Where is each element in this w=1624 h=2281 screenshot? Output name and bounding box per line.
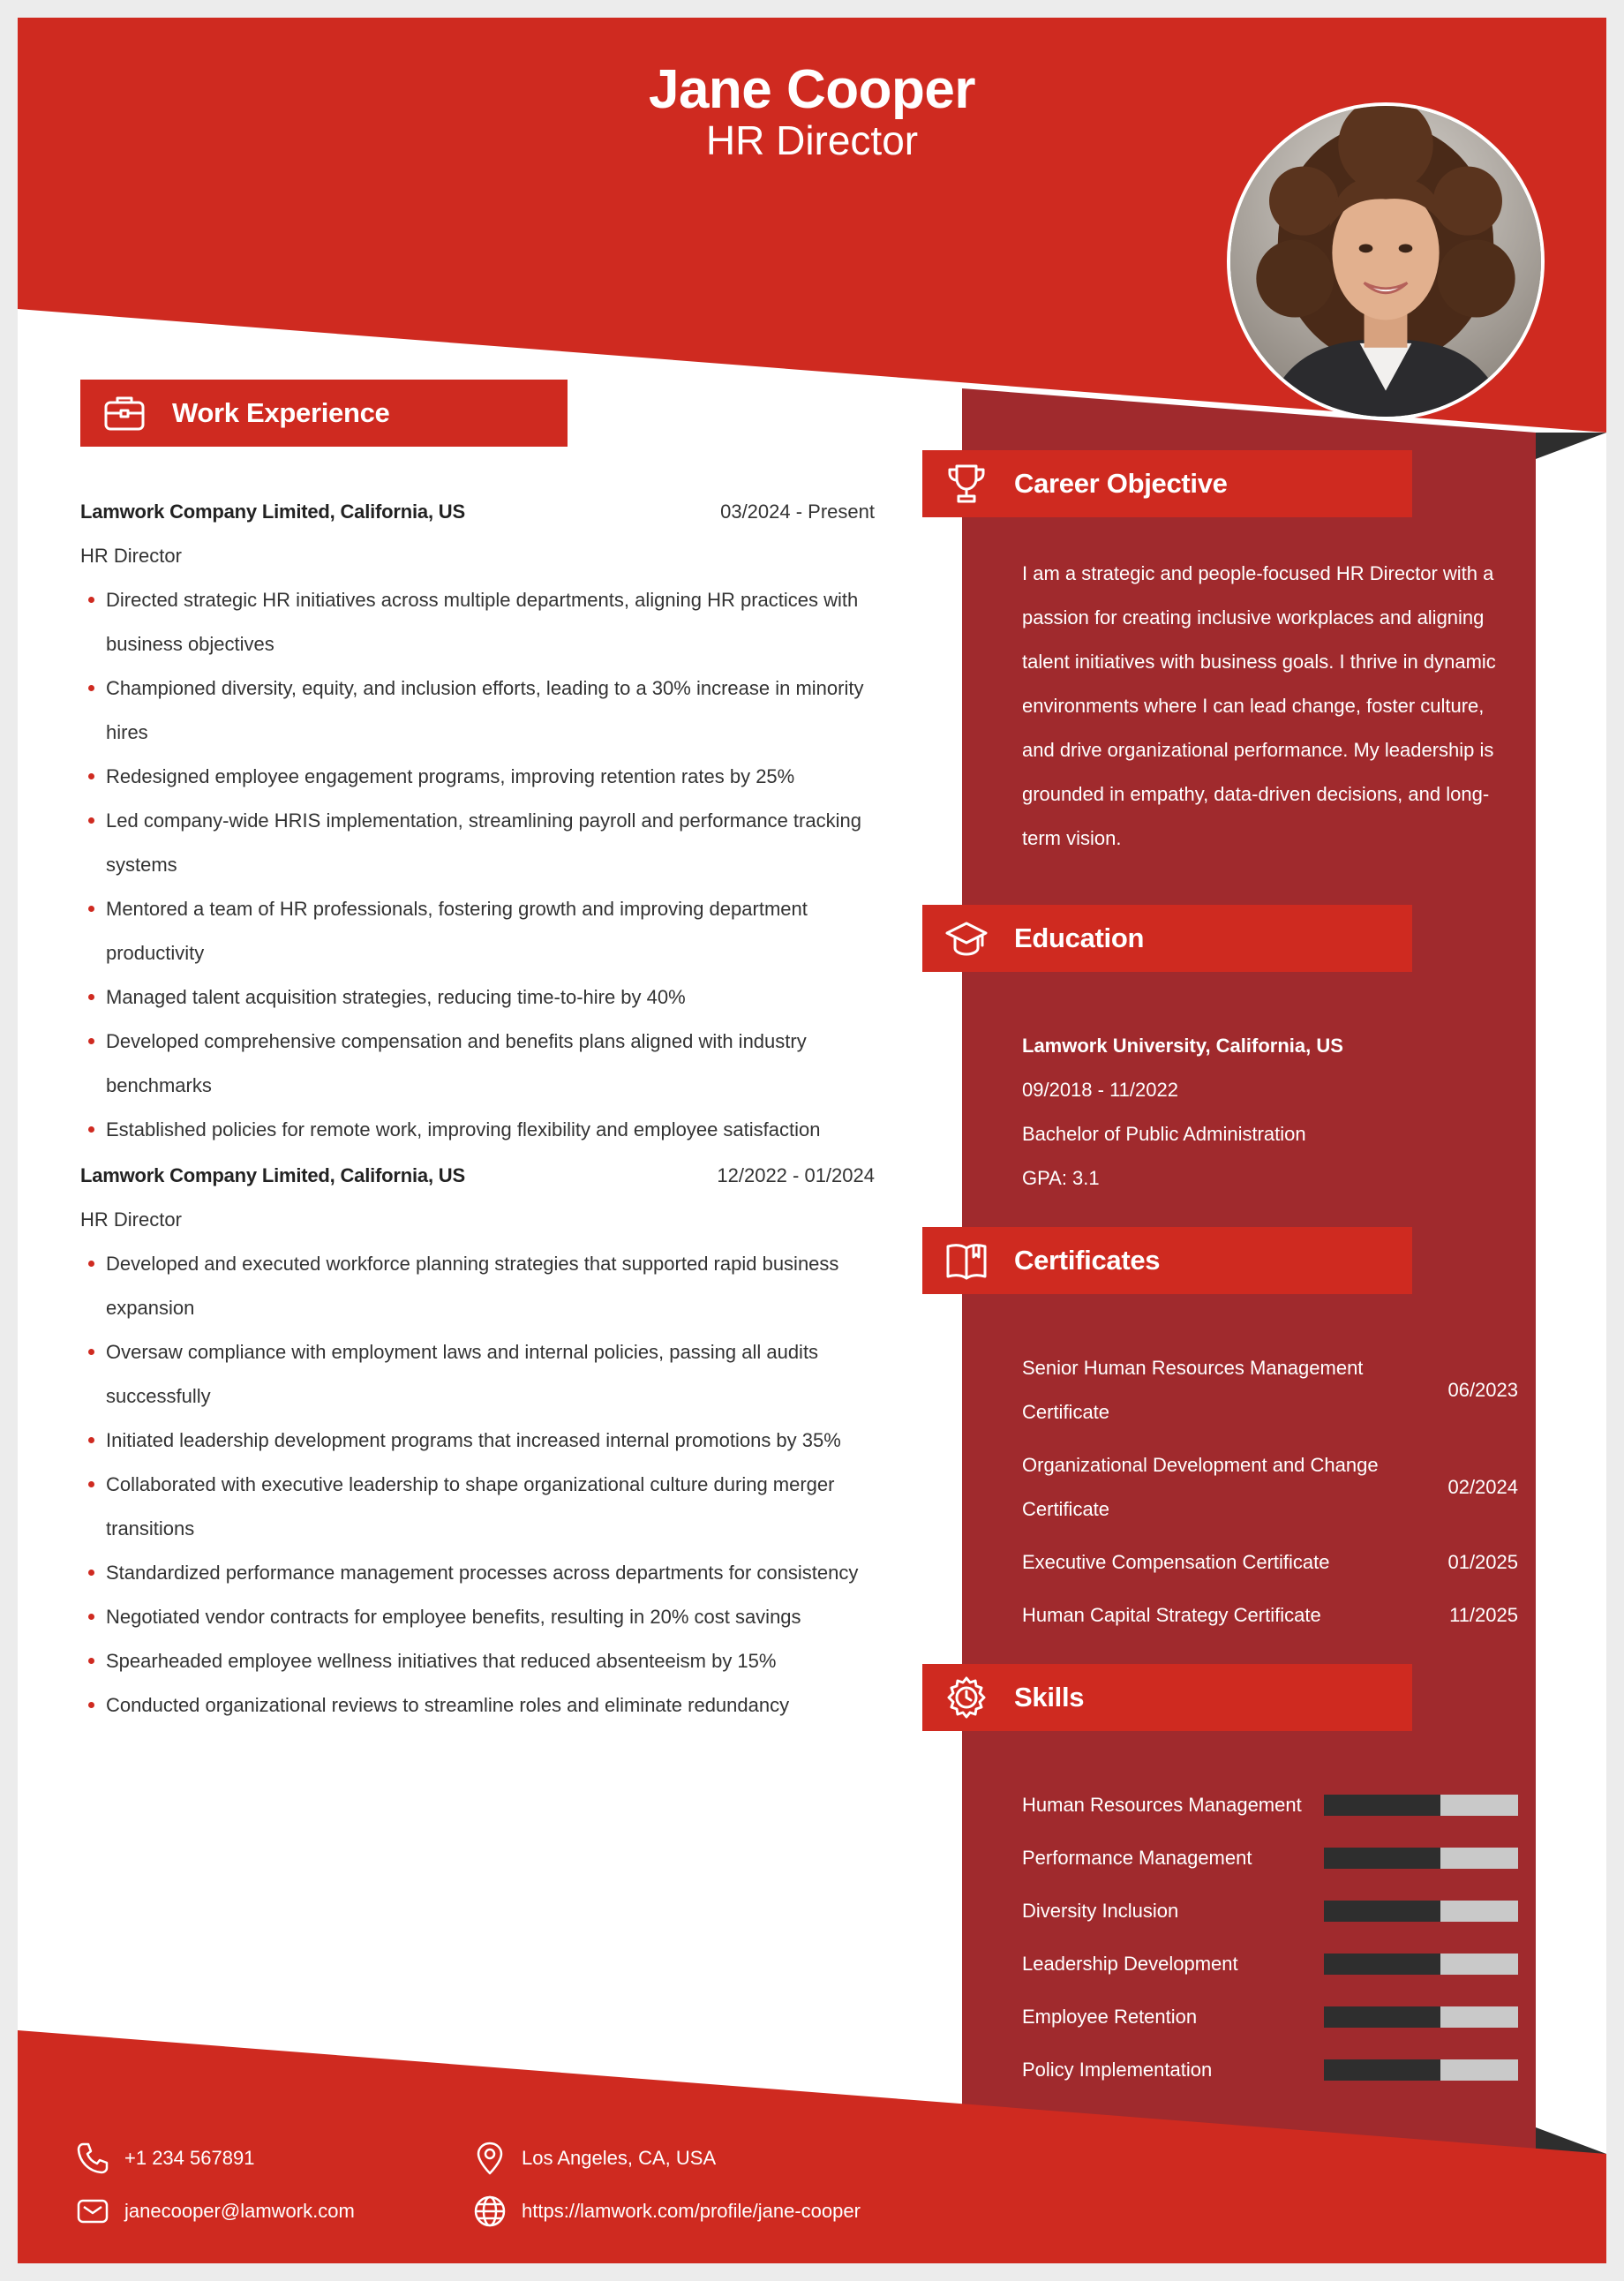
job-dates: 12/2022 - 01/2024 [717,1164,875,1186]
achievement-item: Developed comprehensive compensation and benefits plans aligned with industry benchmarks [80,1020,875,1108]
achievement-item: Redesigned employee engagement programs, improving retention rates by 25% [80,755,875,799]
certificate-row [1022,1443,1518,1532]
certificate-name: Senior Human Resources Management Certificate [1022,1357,1364,1423]
book-icon [940,1234,993,1287]
job-achievements [80,1242,875,1728]
work-experience-heading [80,380,568,447]
skill-level-bar [1324,1848,1518,1869]
skill-row [1022,2044,1518,2097]
certificates-list [1022,1346,1518,1646]
certificates-label: Certificates [1014,1245,1161,1276]
certificate-date: 11/2025 [1449,1604,1518,1626]
skill-name: Diversity Inclusion [1022,1900,1179,1922]
achievement-item: Mentored a team of HR professionals, fostering growth and improving department productivity [80,887,875,975]
job-dates: 03/2024 - Present [720,501,875,523]
certificate-name: Human Capital Strategy Certificate [1022,1604,1321,1626]
certificate-date: 01/2025 [1447,1551,1518,1573]
certificates-heading [922,1227,1412,1294]
achievement-item: Directed strategic HR initiatives across multiple departments, aligning HR practices with business objectives [80,578,875,666]
contact-website-text: https://lamwork.com/profile/jane-cooper [522,2200,861,2222]
education-heading [922,905,1412,972]
contact-phone-text: +1 234 567891 [124,2147,255,2169]
achievement-item: Championed diversity, equity, and inclusion efforts, leading to a 30% increase in minority hires [80,666,875,755]
career-objective-heading [922,450,1412,517]
skill-name: Performance Management [1022,1847,1252,1869]
education-gpa: GPA: 3.1 [1022,1167,1100,1189]
briefcase-icon [98,387,151,440]
education-school: Lamwork University, California, US [1022,1035,1343,1057]
skill-level-fill [1324,2006,1440,2028]
skill-level-bar [1324,1954,1518,1975]
contact-website[interactable] [472,2194,861,2229]
skill-level-fill [1324,2059,1440,2081]
certificate-name: Executive Compensation Certificate [1022,1551,1330,1573]
skill-row [1022,1779,1518,1832]
skill-row [1022,1832,1518,1885]
achievement-item: Developed and executed workforce planning strategies that supported rapid business expansion [80,1242,875,1330]
job-company: Lamwork Company Limited, California, US [80,1164,465,1186]
certificate-name: Organizational Development and Change Certificate [1022,1454,1379,1520]
achievement-item: Standardized performance management processes across departments for consistency [80,1551,875,1595]
job-entry [80,490,875,1152]
trophy-icon [940,457,993,510]
candidate-name: Jane Cooper [648,59,976,120]
skill-level-bar [1324,2059,1518,2081]
skills-list [1022,1779,1518,2097]
certificate-row [1022,1540,1518,1585]
achievement-item: Oversaw compliance with employment laws and internal policies, passing all audits successfully [80,1330,875,1419]
achievement-item: Negotiated vendor contracts for employee benefits, resulting in 20% cost savings [80,1595,875,1639]
skill-level-bar [1324,1795,1518,1816]
certificate-date: 06/2023 [1447,1379,1518,1401]
education-label: Education [1014,922,1145,953]
achievement-item: Led company-wide HRIS implementation, streamlining payroll and performance tracking systems [80,799,875,887]
graduation-cap-icon [940,912,993,965]
skill-name: Employee Retention [1022,2006,1198,2028]
skill-level-bar [1324,1901,1518,1922]
corner-triangle-top [1536,433,1606,459]
job-role: HR Director [80,545,182,567]
globe-icon [472,2194,508,2229]
achievement-item: Managed talent acquisition strategies, reducing time-to-hire by 40% [80,975,875,1020]
skill-name: Human Resources Management [1022,1794,1302,1816]
career-objective-text: I am a strategic and people-focused HR Director with a passion for creating inclusive workplaces and aligning talent initiatives with business goals. I thrive in dynamic environments where I can lead change, foster culture, and drive organizational performance. My leadership is grounded in empathy, data-driven decisions, and long-term vision. [1022,562,1496,849]
education-dates: 09/2018 - 11/2022 [1022,1079,1178,1101]
achievement-item: Initiated leadership development programs that increased internal promotions by 35% [80,1419,875,1463]
job-role: HR Director [80,1208,182,1231]
certificate-date: 02/2024 [1447,1476,1518,1498]
achievement-item: Spearheaded employee wellness initiatives that reduced absenteeism by 15% [80,1639,875,1683]
gear-clock-icon [940,1671,993,1724]
skills-label: Skills [1014,1682,1085,1713]
skill-level-fill [1324,1901,1440,1922]
skill-row [1022,1885,1518,1938]
profile-photo [1227,102,1545,420]
education-entry [1022,1024,1516,1201]
contact-email[interactable] [75,2194,355,2229]
email-icon [75,2194,110,2229]
contact-location [472,2141,716,2176]
achievement-item: Collaborated with executive leadership to shape organizational culture during merger transitions [80,1463,875,1551]
job-entry [80,1154,875,1728]
skill-level-bar [1324,2006,1518,2028]
job-achievements [80,578,875,1152]
contact-location-text: Los Angeles, CA, USA [522,2147,717,2169]
skill-name: Leadership Development [1022,1953,1238,1975]
candidate-title: HR Director [705,117,919,163]
work-experience-label: Work Experience [172,397,390,428]
location-pin-icon [472,2141,508,2176]
skill-level-fill [1324,1795,1440,1816]
contact-email-text: janecooper@lamwork.com [124,2200,355,2222]
skill-row [1022,1991,1518,2044]
contact-phone[interactable] [75,2141,254,2176]
certificate-row [1022,1346,1518,1434]
certificate-row [1022,1593,1518,1637]
job-company: Lamwork Company Limited, California, US [80,501,465,523]
education-degree: Bachelor of Public Administration [1022,1123,1306,1145]
skill-level-fill [1324,1954,1440,1975]
work-experience-list [80,490,875,1729]
achievement-item: Established policies for remote work, improving flexibility and employee satisfaction [80,1108,875,1152]
achievement-item: Conducted organizational reviews to streamline roles and eliminate redundancy [80,1683,875,1728]
resume-page [18,18,1606,2263]
career-objective-label: Career Objective [1014,468,1228,499]
skills-heading [922,1664,1412,1731]
phone-icon [75,2141,110,2176]
skill-row [1022,1938,1518,1991]
skill-level-fill [1324,1848,1440,1869]
skill-name: Policy Implementation [1022,2059,1213,2081]
